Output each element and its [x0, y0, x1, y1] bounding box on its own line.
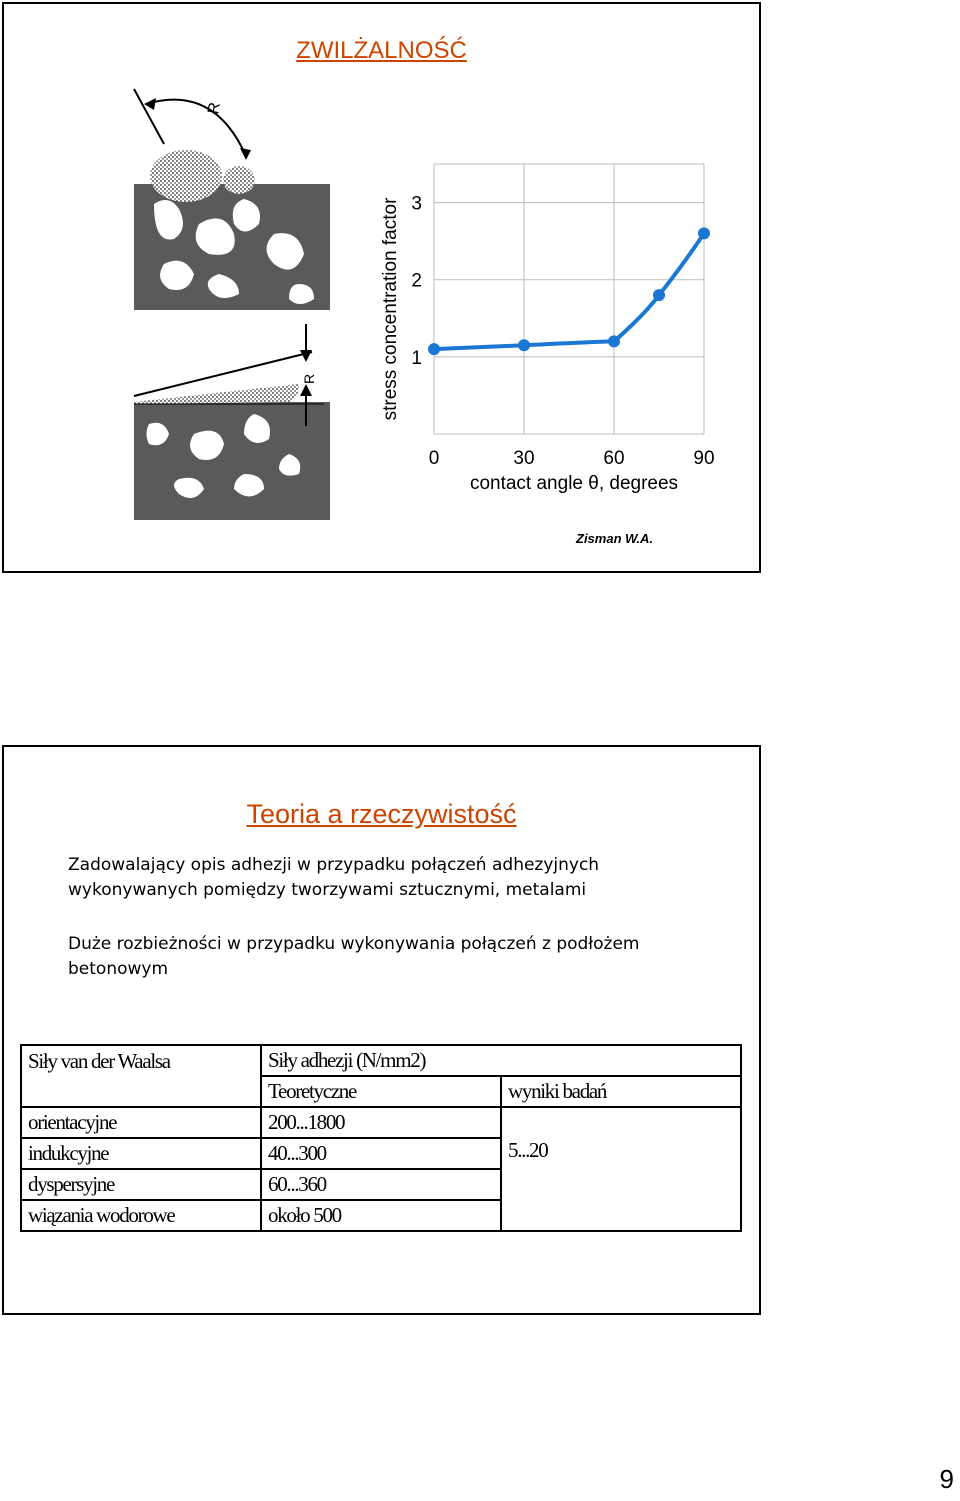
x-axis-label: contact angle θ, degrees: [469, 473, 679, 494]
slide-title: Teoria a rzeczywistość: [246, 799, 517, 829]
stress-chart: [364, 124, 744, 524]
slide-wettability: [2, 2, 761, 573]
x-tick-label: 0: [428, 448, 440, 469]
header-results: wyniki badań: [501, 1076, 741, 1107]
y-axis-label: stress concentration factor: [380, 197, 401, 421]
header-adhesion-forces: Siły adhezji (N/mm2): [261, 1045, 741, 1076]
paragraph-discrepancies: Duże rozbieżności w przypadku wykonywania połączeń z podłożem betonowym: [68, 934, 640, 979]
angle-label-top: R: [205, 101, 225, 116]
x-tick-label: 60: [603, 448, 625, 469]
force-value: 200...1800: [261, 1107, 501, 1138]
force-value: około 500: [261, 1200, 501, 1231]
x-tick-label: 30: [513, 448, 535, 469]
force-name: indukcyjne: [21, 1138, 261, 1169]
citation: Zisman W.A.: [576, 531, 654, 546]
slide-title: ZWILŻALNOŚĆ: [296, 37, 467, 64]
substrate-bottom: [134, 402, 330, 520]
table-header-row: [21, 1045, 741, 1076]
x-tick-labels: [429, 448, 715, 469]
droplet-small: [223, 166, 255, 194]
force-value: 40...300: [261, 1138, 501, 1169]
y-tick-label: 3: [411, 193, 422, 215]
page-number: 9: [939, 1464, 954, 1494]
force-name: dyspersyjne: [21, 1169, 261, 1200]
y-tick-labels: [411, 194, 422, 369]
table-row: [21, 1107, 741, 1138]
data-point: [698, 227, 710, 239]
angle-label-bottom: R: [301, 373, 317, 384]
adhesion-forces-table: [20, 1044, 742, 1232]
wetting-illustration: [124, 84, 334, 524]
force-name: wiązania wodorowe: [21, 1200, 261, 1231]
y-tick-label: 1: [411, 347, 422, 369]
data-point: [608, 335, 620, 347]
force-value: 60...360: [261, 1169, 501, 1200]
table-subheader-row: [21, 1076, 741, 1107]
substrate-top: [134, 184, 330, 310]
adhesive-film: [134, 384, 299, 404]
data-point: [518, 339, 530, 351]
force-name: orientacyjne: [21, 1107, 261, 1138]
droplet-large: [150, 150, 222, 202]
header-van-der-waals: Siły van der Waalsa: [21, 1045, 261, 1076]
header-theoretical: Teoretyczne: [261, 1076, 501, 1107]
y-tick-label: 2: [411, 270, 422, 292]
slide-theory-vs-reality: [2, 745, 761, 1315]
paragraph-adhesion-description: Zadowalający opis adhezji w przypadku połączeń adhezyjnych wykonywanych pomiędzy tworzywami sztucznymi, metalami: [68, 855, 600, 900]
x-tick-label: 90: [693, 448, 715, 469]
data-points: [428, 227, 710, 355]
data-point: [428, 343, 440, 355]
data-point: [653, 289, 665, 301]
measured-value: 5...20: [501, 1107, 741, 1231]
